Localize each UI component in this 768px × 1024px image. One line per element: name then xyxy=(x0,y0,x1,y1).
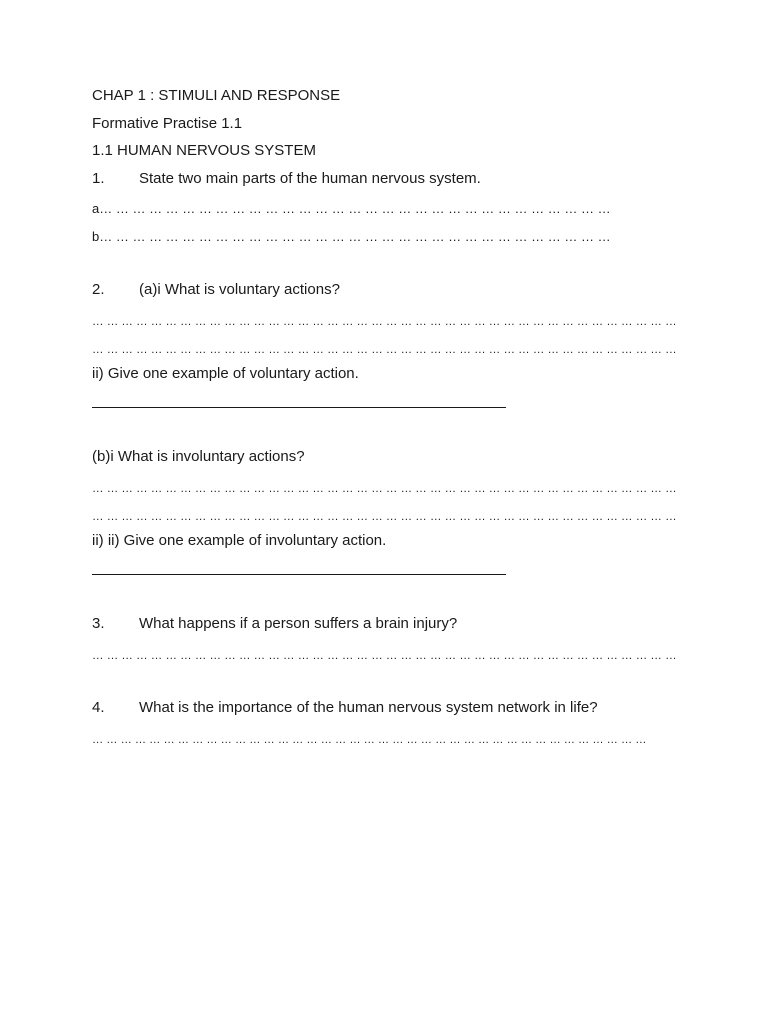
answer-underline-2b-ii[interactable] xyxy=(92,574,506,575)
question-2a-i-text: (a)i What is voluntary actions? xyxy=(139,281,340,298)
question-3-number: 3. xyxy=(92,615,105,632)
question-1-number: 1. xyxy=(92,170,105,187)
question-2b-i-text: (b)i What is involuntary actions? xyxy=(92,448,305,465)
question-3-text: What happens if a person suffers a brain injury? xyxy=(139,615,458,632)
section-title: 1.1 HUMAN NERVOUS SYSTEM xyxy=(92,142,316,159)
question-1-text: State two main parts of the human nervous system. xyxy=(139,170,481,187)
question-1 xyxy=(92,170,481,188)
answer-line-1a[interactable]: a… … … … … … … … … … … … … … … … … … … … … … … … … … … … … … … xyxy=(92,201,611,216)
question-2a-ii-text: ii) Give one example of voluntary action. xyxy=(92,365,359,382)
answer-line-2b-2[interactable]: … … … … … … … … … … … … … … … … … … … … … … … … … … … … … … … … … … … … … … … … xyxy=(92,511,677,523)
answer-underline-2a-ii[interactable] xyxy=(92,407,506,408)
question-4-number: 4. xyxy=(92,699,105,716)
chapter-title: CHAP 1 : STIMULI AND RESPONSE xyxy=(92,87,341,104)
answer-line-1b[interactable]: b… … … … … … … … … … … … … … … … … … … … … … … … … … … … … … … xyxy=(92,229,611,244)
answer-line-4[interactable]: … … … … … … … … … … … … … … … … … … … … … … … … … … … … … … … … … … … … … … … xyxy=(92,734,647,746)
practice-title: Formative Practise 1.1 xyxy=(92,115,243,132)
answer-line-2b-1[interactable]: … … … … … … … … … … … … … … … … … … … … … … … … … … … … … … … … … … … … … … … … xyxy=(92,483,677,495)
question-2 xyxy=(92,281,340,299)
answer-line-3[interactable]: … … … … … … … … … … … … … … … … … … … … … … … … … … … … … … … … … … … … … … … … xyxy=(92,650,677,662)
question-3 xyxy=(92,615,457,633)
answer-line-2a-2[interactable]: … … … … … … … … … … … … … … … … … … … … … … … … … … … … … … … … … … … … … … … … xyxy=(92,344,677,356)
question-4-text: What is the importance of the human nervous system network in life? xyxy=(139,699,598,716)
answer-line-2a-1[interactable]: … … … … … … … … … … … … … … … … … … … … … … … … … … … … … … … … … … … … … … … … xyxy=(92,316,677,328)
question-4 xyxy=(92,699,598,717)
question-2b-ii-text: ii) ii) Give one example of involuntary action. xyxy=(92,532,387,549)
question-2-number: 2. xyxy=(92,281,105,298)
